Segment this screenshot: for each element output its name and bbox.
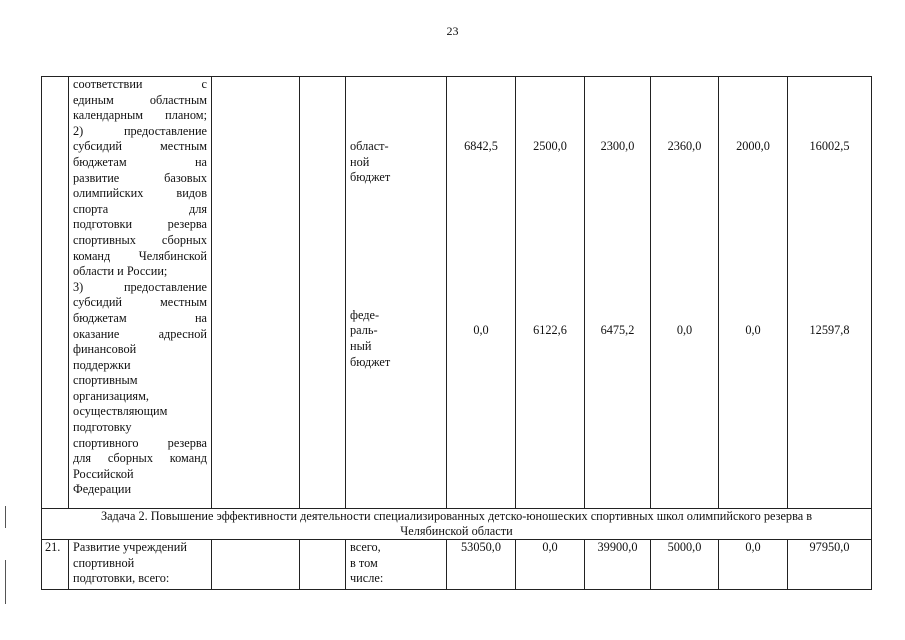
funding-source-line: числе: bbox=[350, 571, 384, 586]
description-line: субсидий местным bbox=[73, 139, 207, 154]
description-line: бюджетам на bbox=[73, 154, 207, 169]
funding-source-line: бюджет bbox=[350, 170, 391, 185]
funding-source-line: в том bbox=[350, 555, 378, 570]
description-line: единым областным bbox=[73, 92, 207, 107]
value-cell bbox=[651, 77, 719, 509]
description-line: развитие базовых bbox=[73, 170, 207, 185]
description-line: осуществляющим bbox=[73, 404, 168, 419]
description-line: подготовку bbox=[73, 420, 132, 435]
value-regional: 2000,0 bbox=[736, 139, 770, 153]
description-line: спортивным bbox=[73, 373, 138, 388]
description-line: подготовки резерва bbox=[73, 217, 207, 232]
period-cell bbox=[300, 77, 346, 509]
value-federal: 6475,2 bbox=[600, 322, 635, 337]
value-cell: 53050,0 bbox=[447, 540, 516, 590]
description-line: для сборных команд bbox=[73, 451, 207, 466]
executor-cell bbox=[212, 77, 300, 509]
total-cell bbox=[788, 77, 872, 509]
description-line: команд Челябинской bbox=[73, 248, 207, 263]
total-cell: 97950,0 bbox=[788, 540, 872, 590]
value-cell: 39900,0 bbox=[585, 540, 651, 590]
task-heading-cell bbox=[42, 509, 872, 540]
description-line: бюджетам на bbox=[73, 310, 207, 325]
description-line: спортивных сборных bbox=[73, 232, 207, 247]
description-line: календарным планом; bbox=[73, 108, 207, 123]
period-cell bbox=[300, 540, 346, 590]
task-heading-line: Челябинской области bbox=[400, 524, 513, 538]
description-line: 2) предоставление bbox=[73, 123, 207, 138]
value-regional: 2360,0 bbox=[667, 139, 702, 153]
description-line: поддержки bbox=[73, 357, 131, 372]
executor-cell bbox=[212, 540, 300, 590]
funding-source-line: ной bbox=[350, 154, 370, 169]
funding-source-line: всего, bbox=[350, 540, 381, 554]
value-cell bbox=[719, 77, 788, 509]
value-cell: 0,0 bbox=[719, 540, 788, 590]
table-row-continued bbox=[42, 77, 872, 509]
value-regional-total: 16002,5 bbox=[809, 139, 850, 153]
row-number-cell bbox=[42, 77, 69, 509]
description-line: спортивного резерва bbox=[73, 435, 207, 450]
task-heading-row bbox=[42, 509, 872, 540]
value-federal: 0,0 bbox=[745, 322, 761, 337]
description-line: Развитие учреждений bbox=[73, 540, 187, 554]
funding-source-line: раль- bbox=[350, 323, 378, 338]
task-heading-line: Задача 2. Повышение эффективности деятельности специализированных детско-юношеских спортивных школ олимпийского резерва в bbox=[100, 509, 813, 523]
description-line: субсидий местным bbox=[73, 295, 207, 310]
description-line: спортивной bbox=[73, 555, 135, 570]
value-federal: 0,0 bbox=[473, 322, 489, 337]
description-line: оказание адресной bbox=[73, 326, 207, 341]
funding-source-cell bbox=[346, 77, 447, 509]
measure-description-cell bbox=[69, 77, 212, 509]
description-line: организациям, bbox=[73, 388, 149, 403]
description-line: олимпийских видов bbox=[73, 186, 207, 201]
row-number-cell: 21. bbox=[42, 540, 69, 590]
funding-source-line: област- bbox=[350, 139, 389, 153]
table-row-21 bbox=[42, 540, 872, 590]
funding-source-line: бюджет bbox=[350, 354, 391, 369]
value-federal: 6122,6 bbox=[533, 322, 567, 337]
value-regional: 2500,0 bbox=[533, 139, 567, 153]
description-line: финансовой bbox=[73, 342, 137, 357]
funding-source-line: ный bbox=[350, 338, 372, 353]
value-cell bbox=[516, 77, 585, 509]
scan-margin-mark bbox=[5, 560, 6, 604]
value-federal-total: 12597,8 bbox=[809, 322, 850, 337]
description-line: спорта для bbox=[73, 201, 207, 216]
measure-description-cell bbox=[69, 540, 212, 590]
description-line: подготовки, всего: bbox=[73, 571, 170, 586]
value-cell: 5000,0 bbox=[651, 540, 719, 590]
program-measures-table bbox=[41, 76, 872, 590]
funding-source-line: феде- bbox=[350, 307, 380, 322]
value-cell: 0,0 bbox=[516, 540, 585, 590]
value-cell bbox=[447, 77, 516, 509]
scan-margin-mark bbox=[5, 506, 6, 528]
description-line: Федерации bbox=[73, 482, 132, 497]
page-number: 23 bbox=[446, 24, 459, 38]
funding-source-cell bbox=[346, 540, 447, 590]
value-regional: 2300,0 bbox=[600, 139, 635, 153]
description-line: Российской bbox=[73, 466, 134, 481]
description-line: области и России; bbox=[73, 264, 168, 279]
value-federal: 0,0 bbox=[676, 322, 693, 337]
value-cell bbox=[585, 77, 651, 509]
description-line: 3) предоставление bbox=[73, 279, 207, 294]
value-regional: 6842,5 bbox=[464, 139, 498, 153]
description-line: соответствии с bbox=[73, 77, 207, 91]
